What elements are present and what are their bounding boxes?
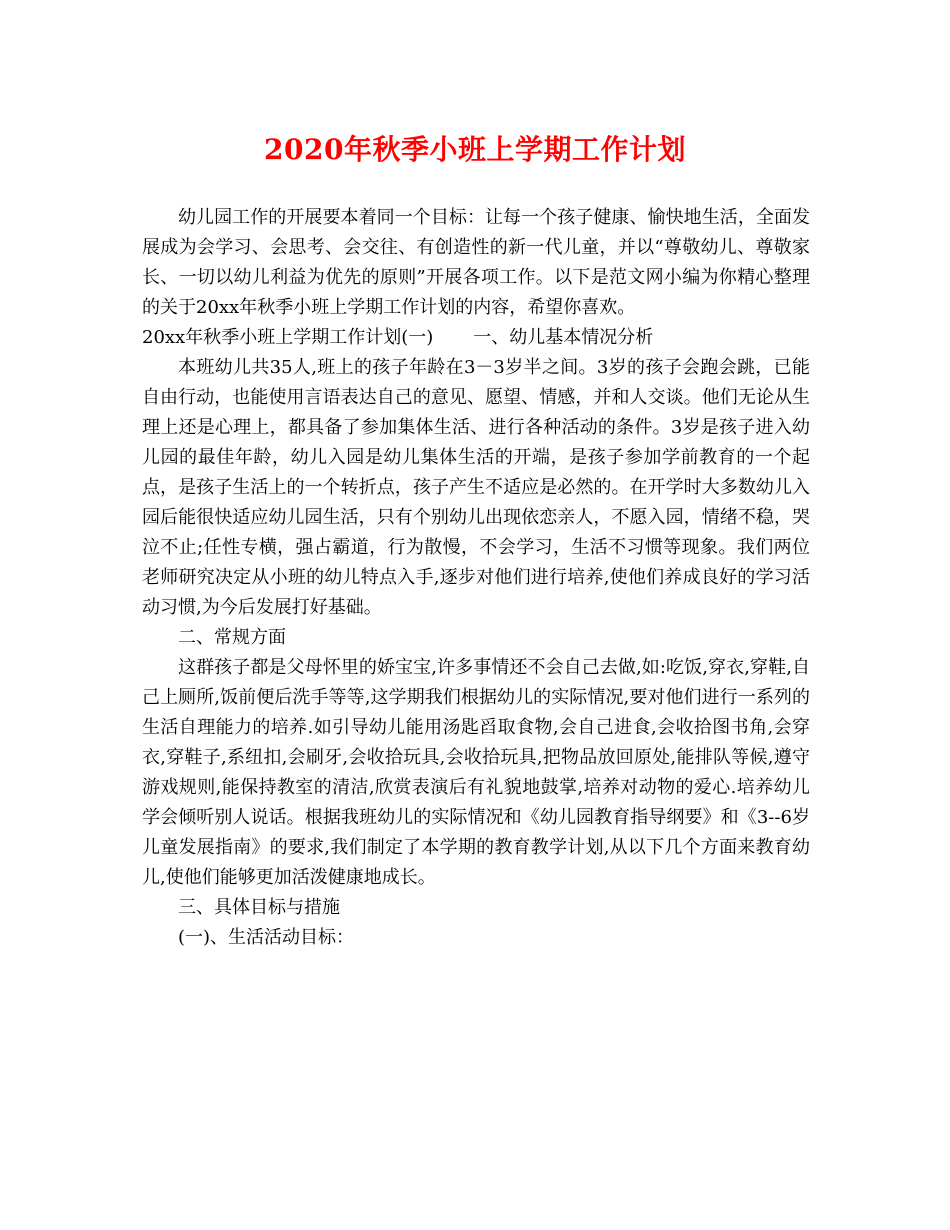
intro-paragraph: 幼儿园工作的开展要本着同一个目标：让每一个孩子健康、愉快地生活，全面发展成为会学习、会思考、会交往、有创造性的新一代儿童，并以“尊敬幼儿、尊敬家长、一切以幼儿利益为优先的原则”开展各项工作。以下是范文网小编为你精心整理的关于20xx年秋季小班上学期工作计划的内容，希望你喜欢。 [142, 207, 810, 318]
plan-heading-line [142, 323, 810, 353]
subsection-heading: (一)、生活活动目标： [178, 927, 355, 948]
document-title: 2020年秋季小班上学期工作计划 [264, 133, 686, 166]
section-three-heading: 三、具体目标与措施 [178, 897, 340, 918]
section-one-paragraph: 本班幼儿共35人,班上的孩子年龄在3－3岁半之间。3岁的孩子会跑会跳，已能自由行动，也能使用言语表达自己的意见、愿望、情感，并和人交谈。他们无论从生理上还是心理上，都具备了参加集体生活、进行各种活动的条件。3岁是孩子进入幼儿园的最佳年龄，幼儿入园是幼儿集体生活的开端，是孩子参加学前教育的一个起点，是孩子生活上的一个转折点，孩子产生不适应是必然的。在开学时大多数幼儿入园后能很快适应幼儿园生活，只有个别幼儿出现依恋亲人，不愿入园，情绪不稳，哭泣不止;任性专横，强占霸道，行为散慢，不会学习，生活不习惯等现象。我们两位老师研究决定从小班的幼儿特点入手,逐步对他们进行培养,使他们养成良好的学习活动习惯,为今后发展打好基础。 [142, 357, 810, 618]
section-two-heading: 二、常规方面 [178, 627, 286, 648]
plan-subtitle: 20xx年秋季小班上学期工作计划(一) [142, 327, 434, 348]
section-one-heading: 一、幼儿基本情况分析 [473, 327, 654, 348]
section-two-paragraph: 这群孩子都是父母怀里的娇宝宝,许多事情还不会自己去做,如:吃饭,穿衣,穿鞋,自己上厕所,饭前便后洗手等等,这学期我们根据幼儿的实际情况,要对他们进行一系列的生活自理能力的培养.如引导幼儿能用汤匙舀取食物,会自己进食,会收拾图书角,会穿衣,穿鞋子,系纽扣,会刷牙,会收拾玩具,会收拾玩具,把物品放回原处,能排队等候,遵守游戏规则,能保持教室的清洁,欣赏表演后有礼貌地鼓掌,培养对动物的爱心.培养幼儿学会倾听别人说话。根据我班幼儿的实际情况和《幼儿园教育指导纲要》和《3--6岁儿童发展指南》的要求,我们制定了本学期的教育教学计划,从以下几个方面来教育幼儿,使他们能够更加活泼健康地成长。 [142, 657, 810, 888]
document-body [142, 203, 810, 953]
